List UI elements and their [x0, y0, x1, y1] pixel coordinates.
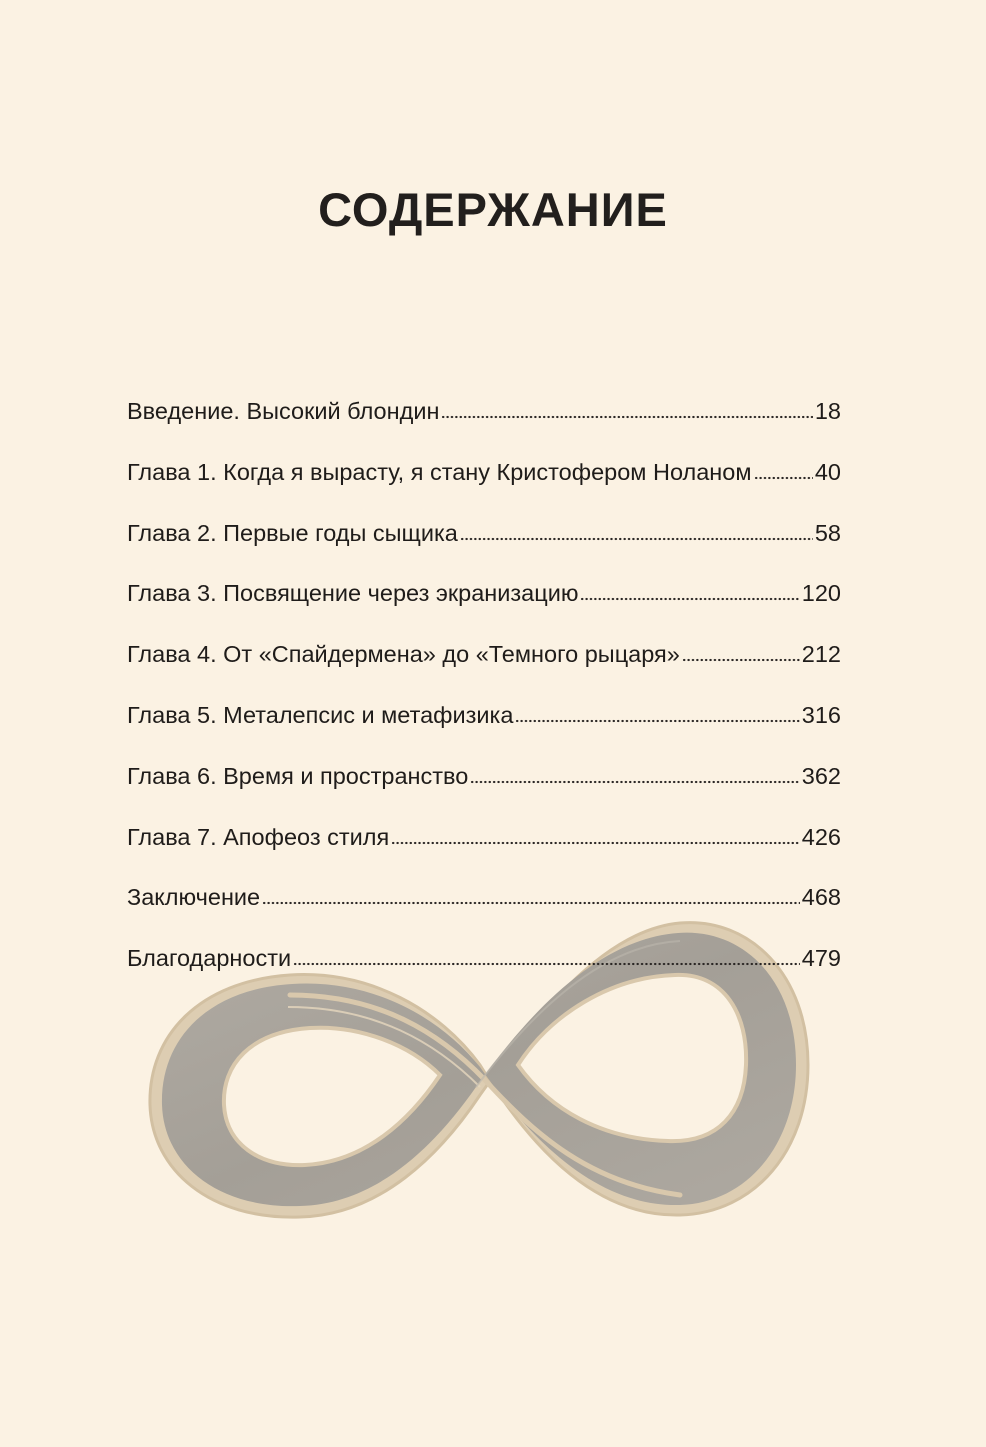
toc-entry[interactable]	[127, 517, 841, 578]
toc-entry[interactable]	[127, 638, 841, 699]
toc-entry[interactable]	[127, 456, 841, 517]
toc-entry-page: 362	[801, 762, 841, 789]
toc-entry-page: 468	[801, 884, 841, 911]
dot-leader	[441, 414, 812, 420]
toc-entry-title: Заключение	[127, 884, 261, 911]
page-title: СОДЕРЖАНИЕ	[318, 183, 668, 236]
toc-entry[interactable]	[127, 881, 841, 942]
dot-leader	[515, 718, 799, 724]
table-of-contents	[127, 395, 841, 1003]
toc-entry-title: Глава 6. Время и пространство	[127, 762, 469, 789]
toc-entry[interactable]	[127, 395, 841, 456]
toc-entry-title: Глава 3. Посвящение через экранизацию	[127, 580, 579, 607]
toc-entry-page: 58	[814, 519, 841, 546]
toc-entry[interactable]	[127, 577, 841, 638]
toc-entry-title: Введение. Высокий блондин	[127, 398, 440, 424]
toc-entry-page: 120	[801, 580, 841, 607]
toc-entry-title: Глава 2. Первые годы сыщика	[127, 519, 458, 546]
dot-leader	[470, 779, 799, 785]
dot-leader	[580, 596, 799, 602]
toc-entry-title: Глава 1. Когда я вырасту, я стану Кристофером Ноланом	[127, 458, 752, 485]
toc-entry-title: Глава 5. Металепсис и метафизика	[127, 701, 514, 728]
toc-entry-page: 212	[801, 641, 841, 668]
toc-entry[interactable]	[127, 821, 841, 882]
toc-entry[interactable]	[127, 760, 841, 821]
toc-entry-title: Глава 4. От «Спайдермена» до «Темного рыцаря»	[127, 641, 680, 668]
toc-entry-title: Глава 7. Апофеоз стиля	[127, 823, 390, 850]
dot-leader	[682, 657, 800, 663]
dot-leader	[391, 840, 800, 846]
toc-entry-page: 316	[801, 701, 841, 728]
toc-entry-page: 479	[801, 945, 841, 972]
toc-entry-page: 18	[814, 398, 841, 424]
toc-entry[interactable]	[127, 699, 841, 760]
dot-leader	[262, 900, 800, 906]
dot-leader	[460, 536, 813, 542]
dot-leader	[754, 475, 813, 481]
dot-leader	[293, 961, 800, 967]
toc-entry-page: 40	[814, 458, 841, 485]
toc-entry-page: 426	[801, 823, 841, 850]
toc-entry-title: Благодарности	[127, 945, 292, 972]
toc-entry[interactable]	[127, 942, 841, 1003]
